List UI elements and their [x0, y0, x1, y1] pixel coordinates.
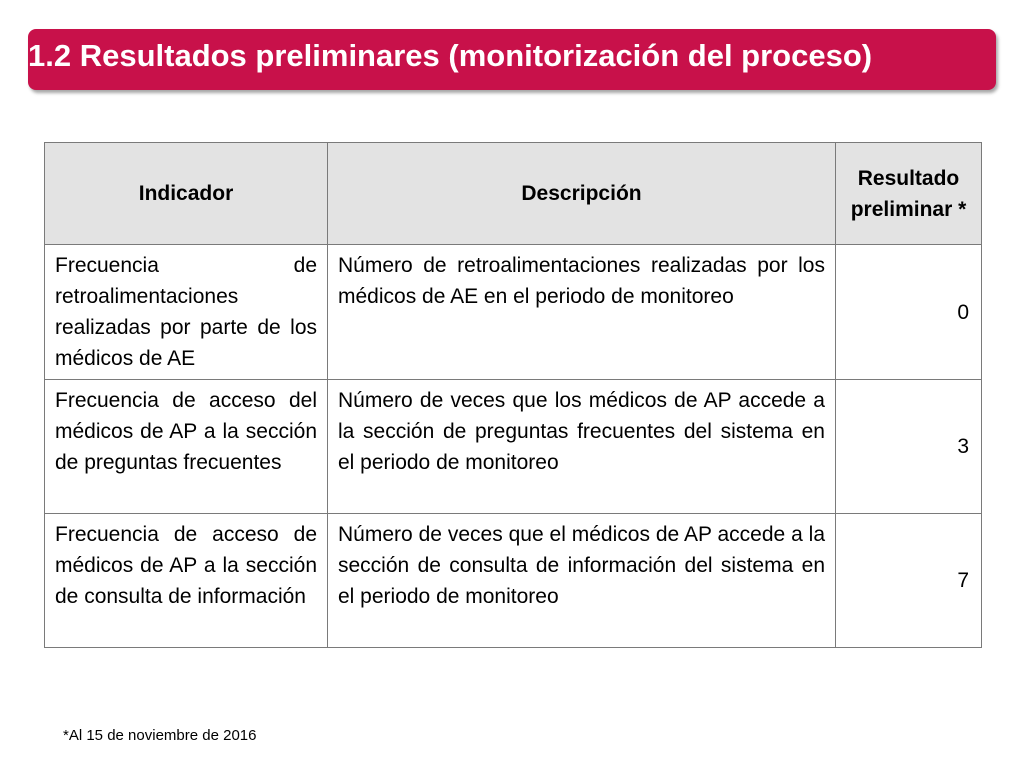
table-row	[45, 514, 982, 648]
results-table	[44, 142, 982, 648]
table-row	[45, 380, 982, 514]
table-header-row	[45, 143, 982, 245]
column-header-resultado: Resultado preliminar *	[836, 143, 982, 245]
resultado-cell: 7	[836, 514, 982, 648]
page-title: 1.2 Resultados preliminares (monitorización del proceso)	[28, 38, 873, 73]
column-header-indicador: Indicador	[45, 143, 328, 245]
indicador-cell: Frecuencia de acceso de médicos de AP a la sección de consulta de información	[45, 514, 328, 648]
resultado-cell: 3	[836, 380, 982, 514]
indicador-cell: Frecuencia de retroalimentaciones realizadas por parte de los médicos de AE	[45, 245, 328, 380]
descripcion-cell: Número de veces que el médicos de AP accede a la sección de consulta de información del sistema en el periodo de monitoreo	[328, 514, 836, 648]
table-row	[45, 245, 982, 380]
indicador-cell: Frecuencia de acceso del médicos de AP a la sección de preguntas frecuentes	[45, 380, 328, 514]
resultado-cell: 0	[836, 245, 982, 380]
column-header-descripcion: Descripción	[328, 143, 836, 245]
footnote: *Al 15 de noviembre de 2016	[63, 727, 257, 744]
descripcion-cell: Número de retroalimentaciones realizadas por los médicos de AE en el periodo de monitoreo	[328, 245, 836, 380]
descripcion-cell: Número de veces que los médicos de AP accede a la sección de preguntas frecuentes del sistema en el periodo de monitoreo	[328, 380, 836, 514]
title-bar	[28, 29, 996, 90]
